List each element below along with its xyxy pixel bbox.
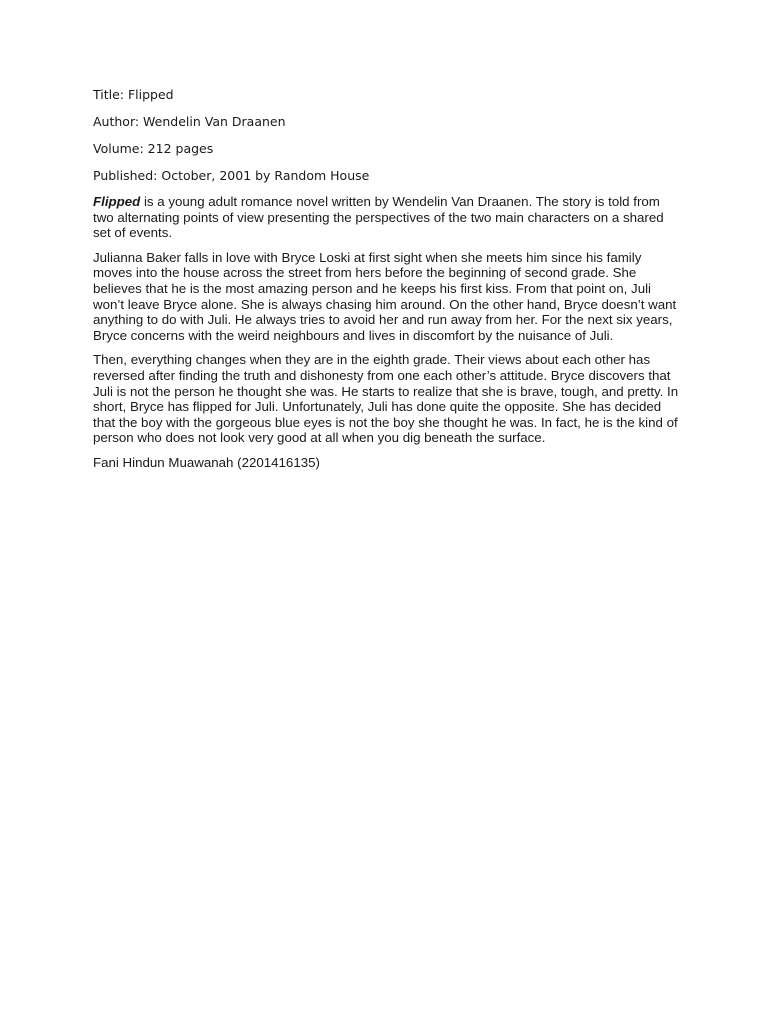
author-line: Author: Wendelin Van Draanen [93, 114, 286, 129]
document-page [93, 86, 683, 471]
intro-paragraph [93, 194, 683, 241]
author-signature: Fani Hindun Muawanah (2201416135) [93, 454, 320, 470]
intro-text: is a young adult romance novel written by Wendelin Van Draanen. The story is told from two alternating points of view presenting the perspectives of the two main characters on a shared set of events. [93, 194, 664, 241]
conclusion-paragraph: Then, everything changes when they are in the eighth grade. Their views about each other has reversed after finding the truth and dishonesty from one each other’s attitude. Bryce discovers that Juli is not the person he thought she was. He starts to realize that she is brave, tough, and pretty. In short, Bryce has flipped for Juli. Unfortunately, Juli has done quite the opposite. She has decided that the boy with the gorgeous blue eyes is not the boy she thought he was. In fact, he is the kind of person who does not look very good at all when you dig beneath the surface. [93, 352, 679, 446]
title-line: Title: Flipped [93, 87, 174, 102]
book-title-emphasis: Flipped [93, 194, 141, 209]
summary-paragraph: Julianna Baker falls in love with Bryce Loski at first sight when she meets him since his family moves into the house across the street from hers before the beginning of second grade. She believes that he is the most amazing person and he keeps his first kiss. From that point on, Juli won’t leave Bryce alone. She is always chasing him around. On the other hand, Bryce doesn’t want anything to do with Juli. He always tries to avoid her and run away from her. For the next six years, Bryce concerns with the weird neighbours and lives in discomfort by the nuisance of Juli. [93, 249, 677, 343]
published-line: Published: October, 2001 by Random House [93, 168, 370, 183]
volume-line: Volume: 212 pages [93, 141, 214, 156]
